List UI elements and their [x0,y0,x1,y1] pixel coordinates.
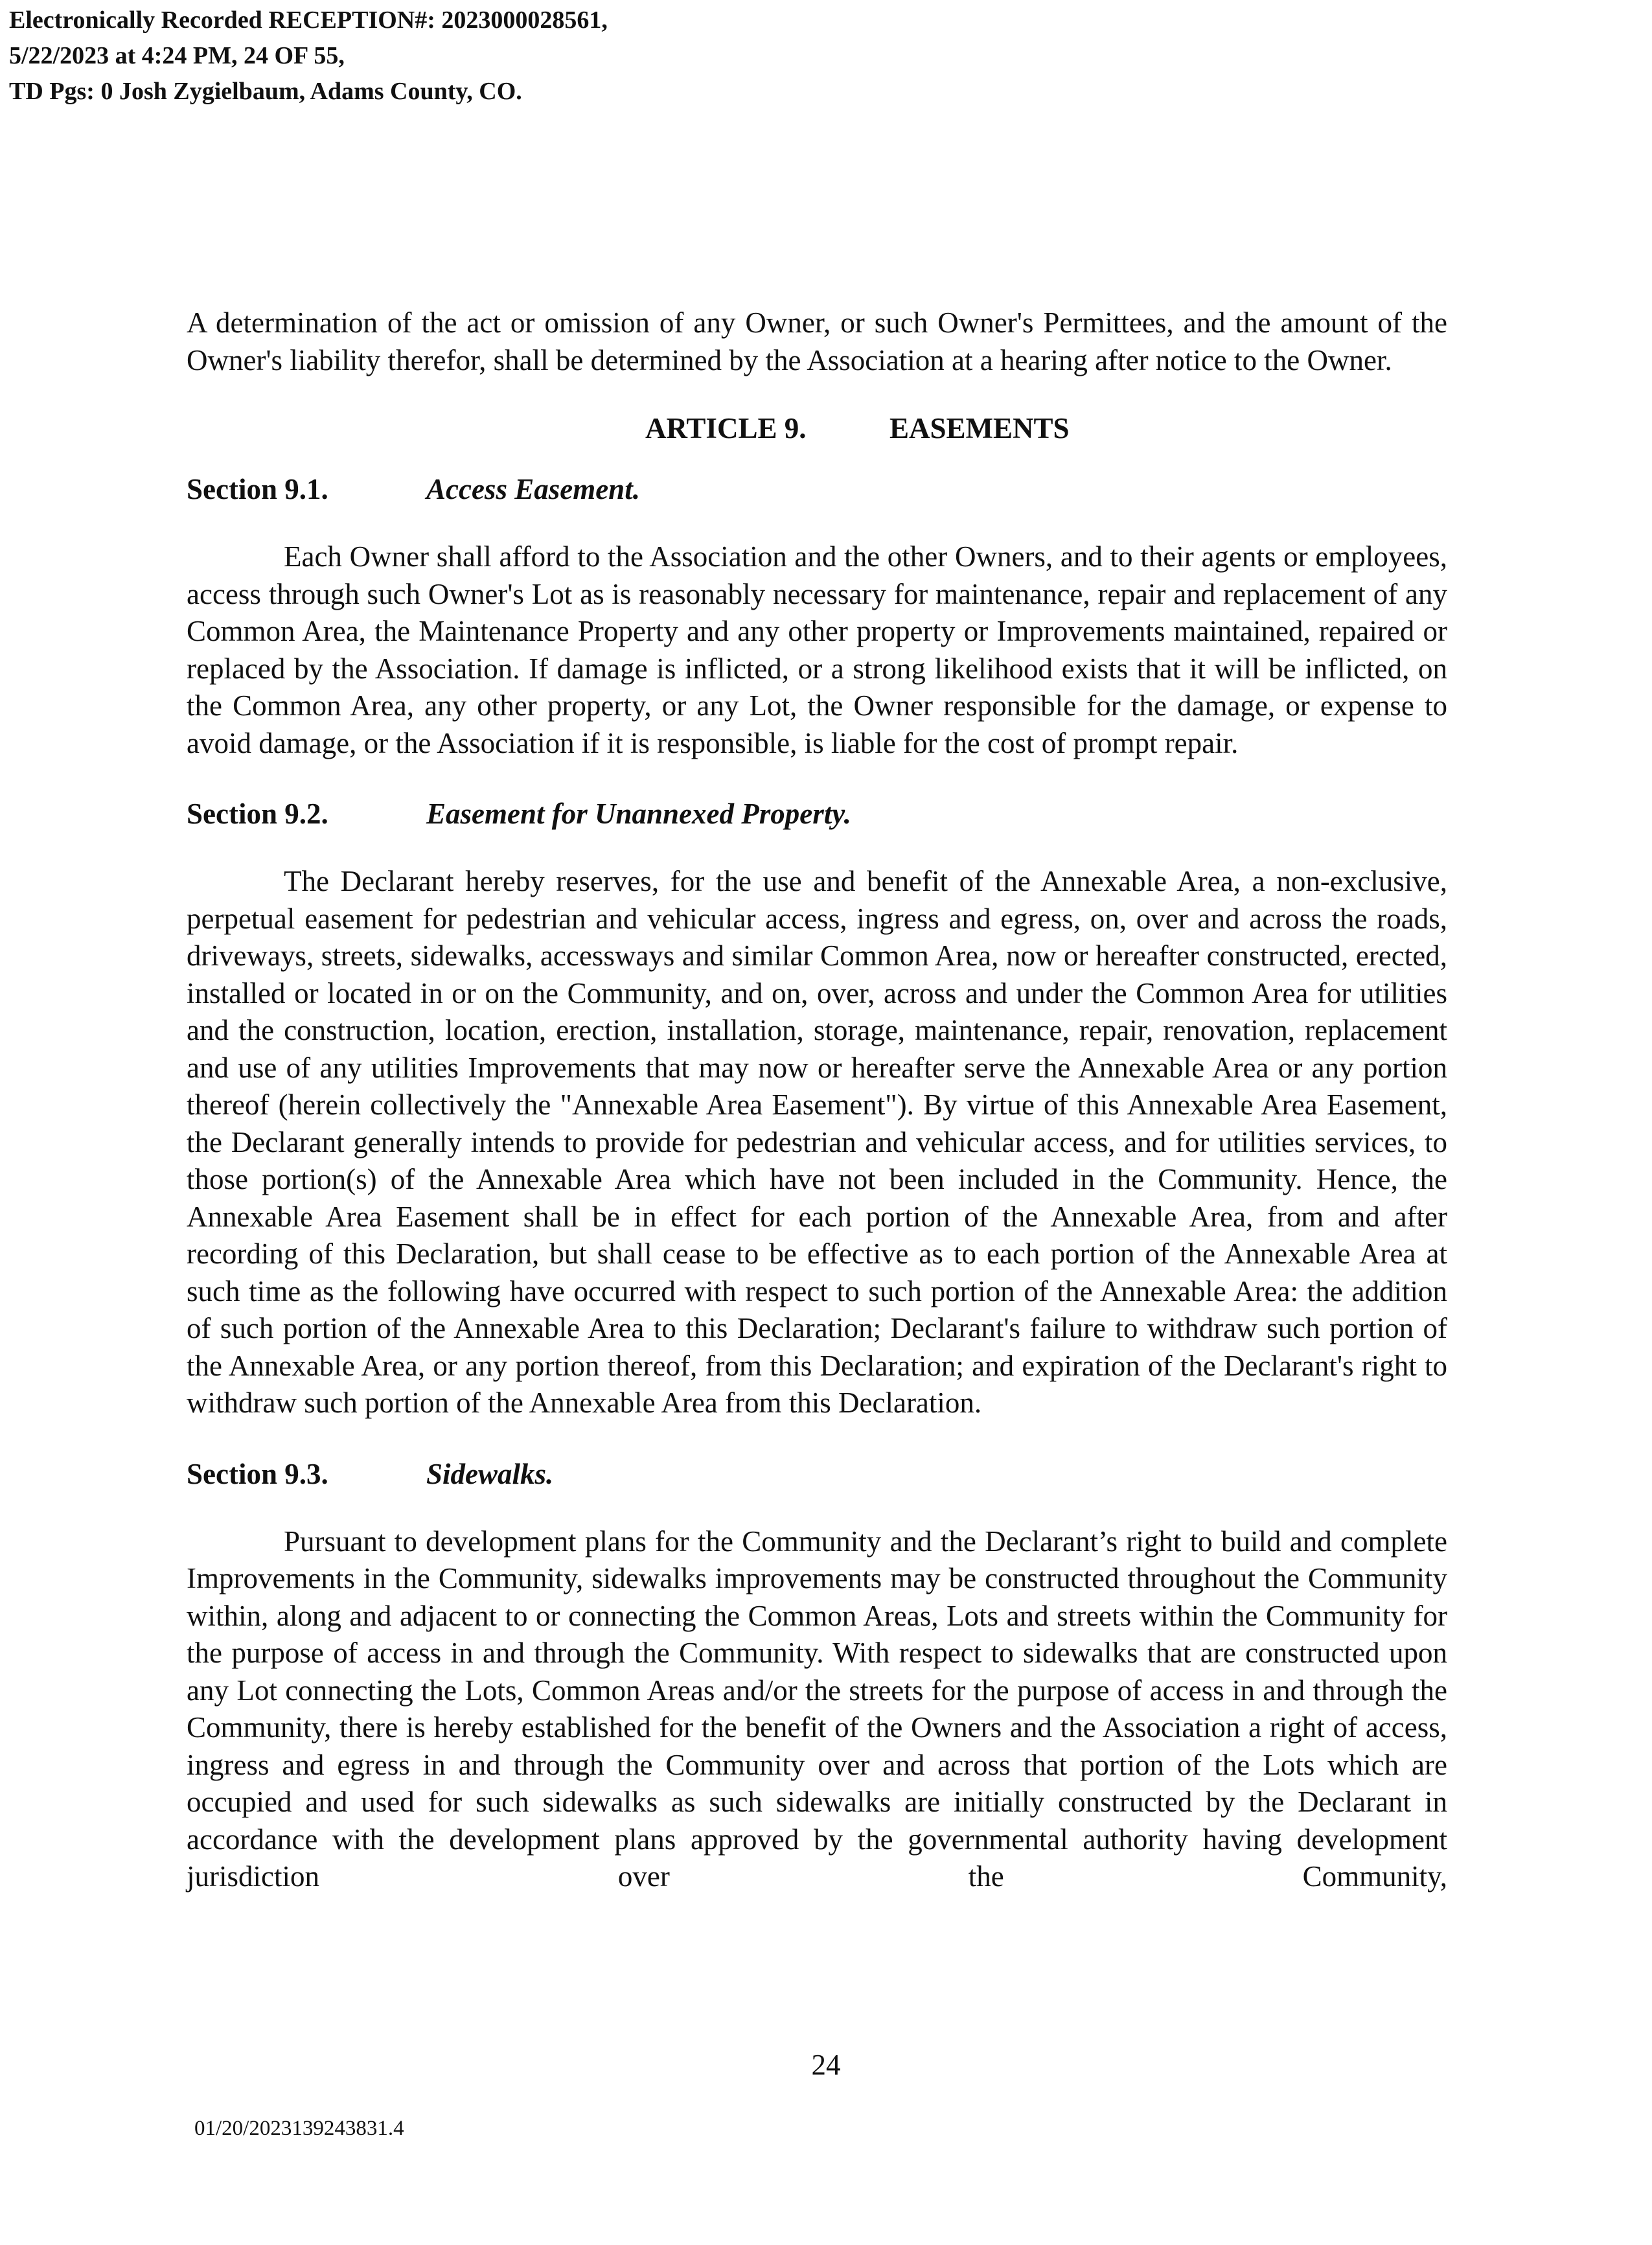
section-heading-9-1 [187,471,1447,509]
recording-stamp-line-3: TD Pgs: 0 Josh Zygielbaum, Adams County, CO. [9,78,522,105]
intro-paragraph: A determination of the act or omission of any Owner, or such Owner's Permittees, and the amount of the Owner's liability therefor, shall be determined by the Association at a hearing after notice to the Owner. [187,306,1447,376]
section-title: Access Easement. [426,473,640,505]
recording-stamp-line-2: 5/22/2023 at 4:24 PM, 24 OF 55, [9,42,345,69]
section-heading-9-3 [187,1456,1447,1493]
page-number: 24 [811,2049,841,2081]
section-heading-9-2 [187,796,1447,833]
section-title: Easement for Unannexed Property. [426,798,851,830]
section-body-9-3: Pursuant to development plans for the Community and the Declarant’s right to build and complete Improvements in the Community, sidewalks improvements may be constructed throughout the Community within, along and adjacent to or connecting the Common Areas, Lots and streets within the Community for the purpose of access in and through the Community. With respect to sidewalks that are constructed upon any Lot connecting the Lots, Common Areas and/or the streets for the purpose of access in and through the Community, there is hereby established for the benefit of the Owners and the Association a right of access, ingress and egress in and through the Community over and across that portion of the Lots which are occupied and used for such sidewalks as such sidewalks are initially constructed by the Declarant in accordance with the development plans approved by the governmental authority having development jurisdiction over the Community, [187,1525,1447,1893]
document-id: 01/20/2023139243831.4 [194,2117,404,2140]
article-title: EASEMENTS [889,412,1070,444]
article-heading [187,410,1447,448]
section-number: Section 9.2. [187,798,328,830]
section-title: Sidewalks. [426,1457,554,1490]
section-number: Section 9.1. [187,473,328,505]
section-body-9-2: The Declarant hereby reserves, for the use and benefit of the Annexable Area, a non-exclusive, perpetual easement for pedestrian and vehicular access, ingress and egress, on, over and across the roads, driveways, streets, sidewalks, accessways and similar Common Area, now or hereafter constructed, erected, installed or located in or on the Community, and on, over, across and under the Common Area for utilities and the construction, location, erection, installation, storage, maintenance, repair, renovation, replacement and use of any utilities Improvements that may now or hereafter serve the Annexable Area or any portion thereof (herein collectively the "Annexable Area Easement"). By virtue of this Annexable Area Easement, the Declarant generally intends to provide for pedestrian and vehicular access, and for utilities services, to those portion(s) of the Annexable Area which have not been included in the Community. Hence, the Annexable Area Easement shall be in effect for each portion of the Annexable Area, from and after recording of this Declaration, but shall cease to be effective as to each portion of the Annexable Area at such time as the following have occurred with respect to such portion of the Annexable Area: the addition of such portion of the Annexable Area to this Declaration; Declarant's failure to withdraw such portion of the Annexable Area, or any portion thereof, from this Declaration; and expiration of the Declarant's right to withdraw such portion of the Annexable Area from this Declaration. [187,865,1447,1419]
article-number: ARTICLE 9. [645,412,807,444]
recording-stamp [9,3,916,109]
document-body [187,305,1447,1896]
section-body-9-1: Each Owner shall afford to the Association and the other Owners, and to their agents or employees, access through such Owner's Lot as is reasonably necessary for maintenance, repair and replacement of any Common Area, the Maintenance Property and any other property or Improvements maintained, repaired or replaced by the Association. If damage is inflicted, or a strong likelihood exists that it will be inflicted, on the Common Area, any other property, or any Lot, the Owner responsible for the damage, or expense to avoid damage, or the Association if it is responsible, is liable for the cost of prompt repair. [187,540,1447,759]
recording-stamp-line-1: Electronically Recorded RECEPTION#: 2023000028561, [9,6,608,34]
section-number: Section 9.3. [187,1457,328,1490]
